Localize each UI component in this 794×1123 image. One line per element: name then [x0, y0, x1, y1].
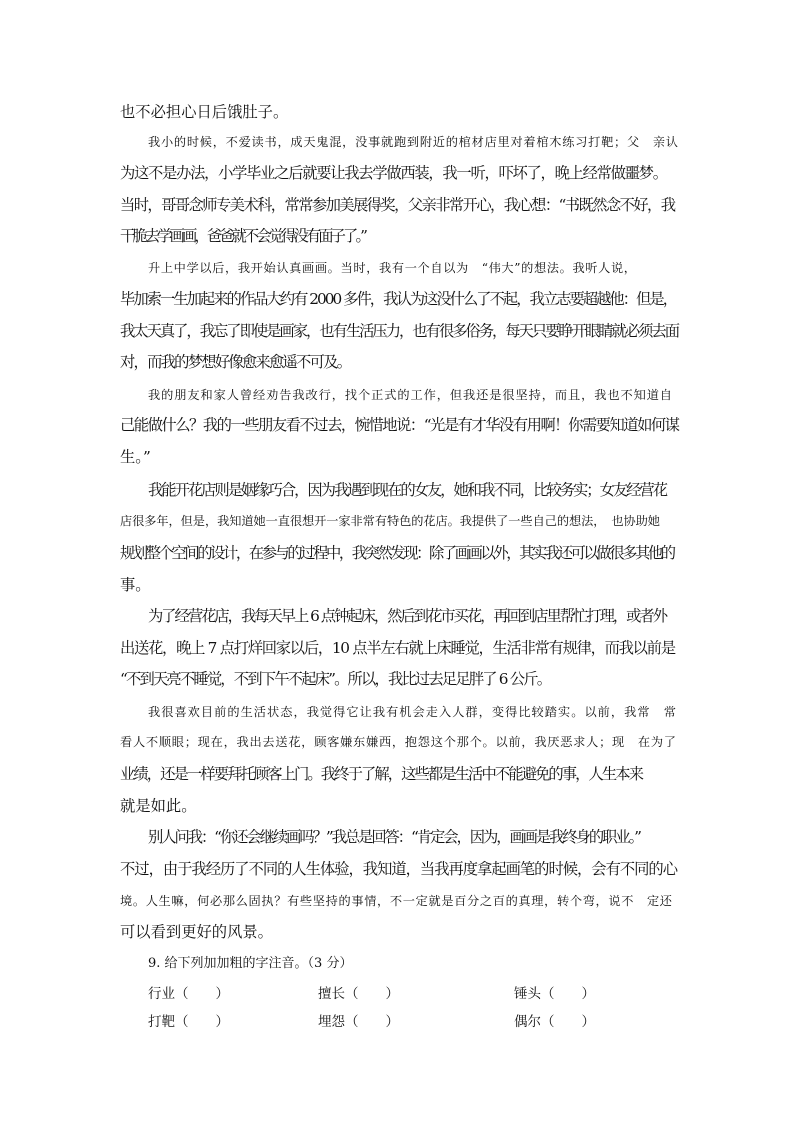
- text-line: 看人不顺眼；现在，我出去送花，顾客嫌东嫌西，抱怨这个那个。以前，我厌恶求人；现 在为了: [120, 735, 677, 749]
- text-line: 为了经营花店，我每天早上 6 点钟起床，然后到花市买花，再回到店里帮忙打理，或者外: [148, 607, 666, 625]
- pinyin-answer-item[interactable]: 擅长（ ）: [318, 986, 399, 1002]
- text-line: 我能开花店则是姻缘巧合，因为我遇到现在的女友，她和我不同，比较务实；女友经营花: [148, 481, 666, 499]
- text-line: 不过，由于我经历了不同的人生体验，我知道，当我再度拿起画笔的时候，会有不同的心: [120, 860, 677, 878]
- pinyin-answer-item[interactable]: 偶尔（ ）: [514, 1014, 595, 1030]
- text-line: 毕加索一生加起来的作品大约有 2000 多件，我认为这没什么了不起，我立志要超越他：但是，: [120, 290, 677, 308]
- text-line: 干脆去学画画，爸爸就不会觉得没有面子了。”: [120, 227, 366, 245]
- text-line: 我很喜欢目前的生活状态，我觉得它让我有机会走入人群，变得比较踏实。以前，我常 常: [148, 705, 678, 719]
- text-line: 为这不是办法，小学毕业之后就要让我去学做西装，我一听，吓坏了，晚上经常做噩梦。: [120, 164, 667, 182]
- text-line: 业绩，还是一样要拜托顾客上门。我终于了解，这些都是生活中不能避免的事，人生本来: [120, 765, 643, 783]
- pinyin-answer-item[interactable]: 打靶（ ）: [148, 1014, 229, 1030]
- text-line: 可以看到更好的风景。: [120, 923, 273, 941]
- text-line: 就是如此。: [120, 797, 197, 815]
- text-line: 己能做什么？我的一些朋友看不过去，惋惜地说：“光是有才华没有用啊！你需要知道如何谋: [120, 416, 679, 434]
- pinyin-answer-item[interactable]: 埋怨（ ）: [318, 1014, 399, 1030]
- text-line: 出送花，晚上 7 点打烊回家以后，10 点半左右就上床睡觉，生活非常有规律，而我以前是: [120, 639, 675, 657]
- text-line: 对，而我的梦想好像愈来愈遥不可及。: [120, 353, 351, 371]
- text-line: 生。”: [120, 448, 151, 466]
- text-line: “不到天亮不睡觉，不到下午不起床”。所以，我比过去足足胖了 6 公斤。: [120, 670, 551, 688]
- text-line: 我太天真了，我忘了即使是画家，也有生活压力，也有很多俗务，每天只要睁开眼睛就必须去面: [120, 322, 678, 340]
- text-line: 当时，哥哥念师专美术科，常常参加美展得奖，父亲非常开心，我心想：“书既然念不好，我: [120, 196, 675, 214]
- text-line: 规划整个空间的设计，在参与的过程中，我突然发现：除了画画以外，其实我还可以做很多其他的: [120, 544, 674, 562]
- text-line: 也不必担心日后饿肚子。: [120, 103, 289, 121]
- text-line: 境。人生嘛，何必那么固执？有些坚持的事情，不一定就是百分之百的真理，转个弯，说不 定还: [120, 894, 673, 908]
- text-line: 升上中学以后，我开始认真画画。当时，我有一个自以为 “伟大”的想法。我听人说，: [148, 261, 637, 275]
- pinyin-answer-item[interactable]: 锤头（ ）: [514, 986, 595, 1002]
- text-line: 别人问我：“你还会继续画吗？”我总是回答：“肯定会，因为，画画是我终身的职业。”: [148, 828, 640, 846]
- pinyin-answer-item[interactable]: 行业（ ）: [148, 986, 229, 1002]
- text-line: 事。: [120, 576, 151, 594]
- text-line: 我小的时候，不爱读书，成天鬼混，没事就跑到附近的棺材店里对着棺木练习打靶；父 亲认: [148, 135, 679, 149]
- text-line: 我的朋友和家人曾经劝告我改行，找个正式的工作，但我还是很坚持，而且，我也不知道自: [148, 388, 673, 402]
- question-prompt: 9. 给下列加加粗的字注音。（3 分）: [148, 956, 353, 971]
- text-line: 店很多年，但是，我知道她一直很想开一家非常有特色的花店。我提供了一些自己的想法， 也协助她: [120, 514, 660, 528]
